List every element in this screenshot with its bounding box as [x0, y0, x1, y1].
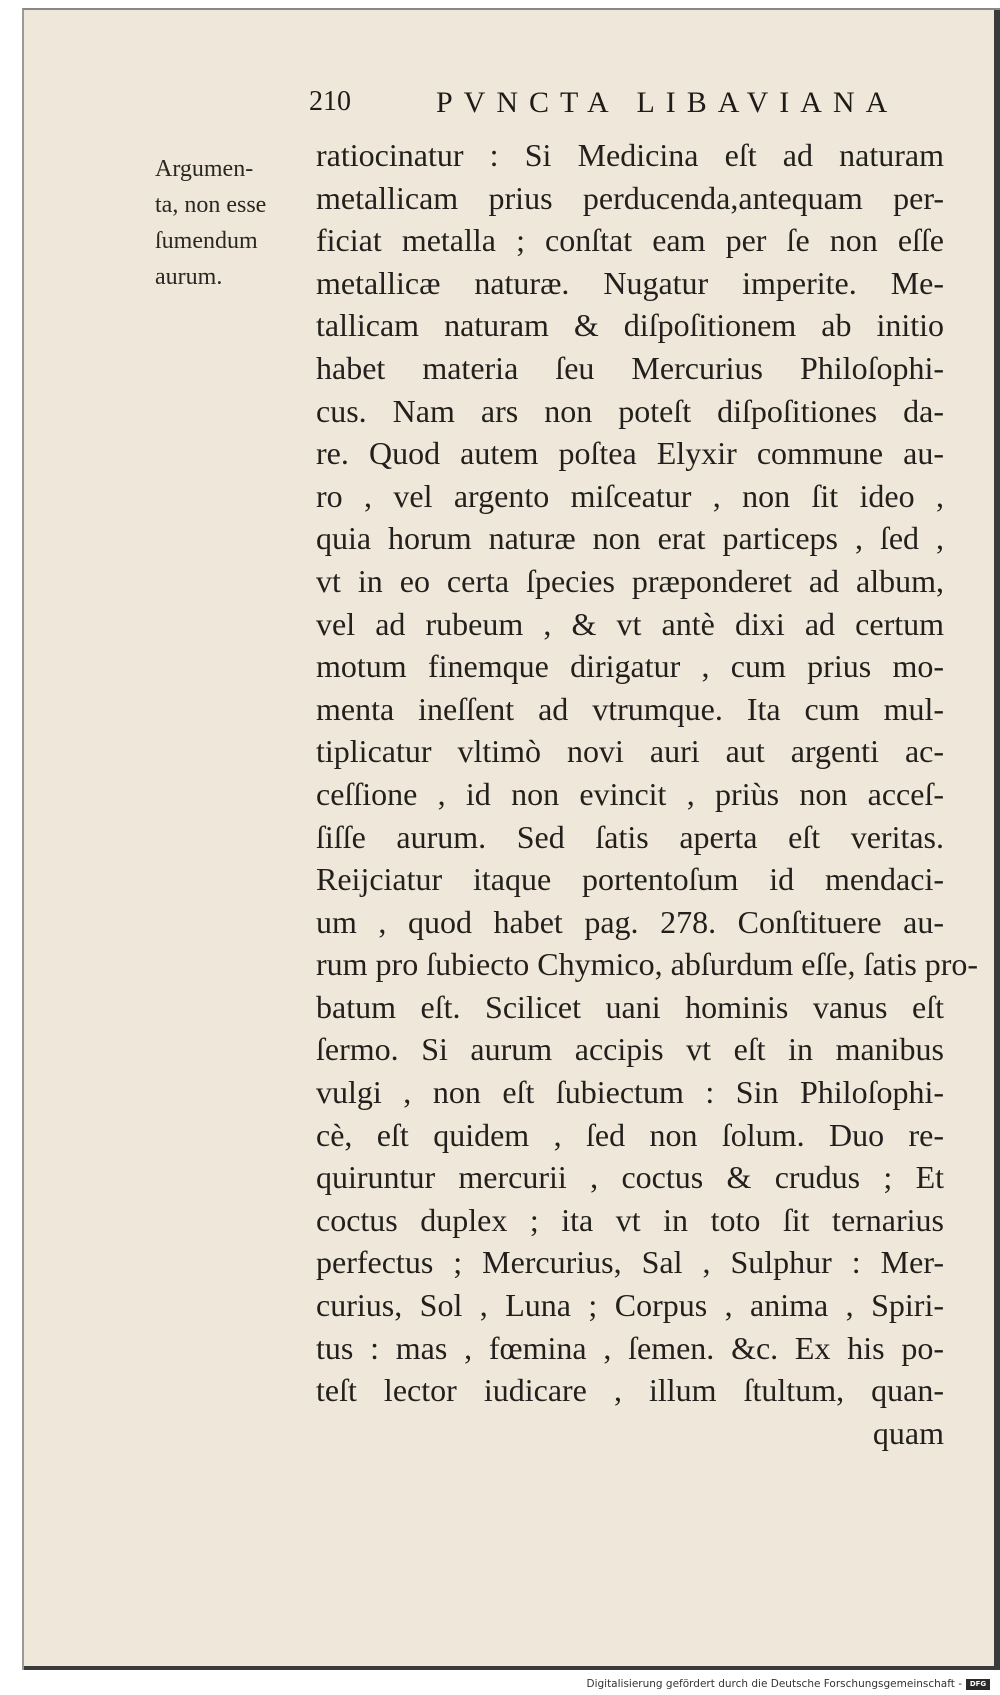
text-line: tallicam naturam & diſpoſitionem ab initio — [316, 307, 944, 344]
page-header — [309, 86, 949, 126]
text-line: metallicæ naturæ. Nugatur imperite. Me- — [316, 264, 944, 301]
text-line: rum pro ſubiecto Chymico, abſurdum eſſe, ſatis pro- — [316, 946, 979, 983]
text-line: coctus duplex ; ita vt in toto ſit ternarius — [316, 1201, 944, 1238]
text-line: motum finemque dirigatur , cum prius mo- — [316, 648, 944, 685]
text-line: vt in eo certa ſpecies præponderet ad album, — [316, 562, 944, 599]
digitization-footer — [586, 1678, 990, 1690]
text-line: menta ineſſent ad vtrumque. Ita cum mul- — [316, 690, 944, 727]
text-line: ro , vel argento miſceatur , non ſit ideo , — [316, 477, 944, 514]
text-line: quiruntur mercurii , coctus & crudus ; Et — [316, 1159, 944, 1196]
text-line: re. Quod autem poſtea Elyxir commune au- — [316, 435, 944, 472]
text-line: tiplicatur vltimò novi auri aut argenti ac- — [316, 733, 944, 770]
text-line: vulgi , non eſt ſubiectum : Sin Philoſophi- — [316, 1074, 944, 1111]
running-title: PVNCTA LIBAVIANA — [436, 86, 899, 119]
page-number: 210 — [309, 86, 351, 117]
text-line: ficiat metalla ; conſtat eam per ſe non eſſe — [316, 222, 944, 259]
text-line: quia horum naturæ non erat particeps , ſed , — [316, 520, 944, 557]
page-edge-shadow — [994, 10, 1000, 1670]
margin-note-line: aurum. — [155, 264, 223, 290]
page-bottom-edge — [24, 1666, 1000, 1670]
text-line: vel ad rubeum , & vt antè dixi ad certum — [316, 605, 944, 642]
text-line: perfectus ; Mercurius, Sal , Sulphur : Mer- — [316, 1244, 944, 1281]
book-page — [22, 8, 1000, 1670]
margin-note-line: Argumen- — [155, 156, 254, 182]
text-line: ſiſſe aurum. Sed ſatis aperta eſt veritas. — [316, 818, 944, 855]
text-line: quam — [872, 1414, 944, 1451]
margin-note — [155, 151, 315, 295]
text-line: batum eſt. Scilicet uani hominis vanus eſt — [316, 988, 944, 1025]
margin-note-line: ta, non esse — [155, 192, 267, 218]
text-line: metallicam prius perducenda,antequam per- — [316, 179, 944, 216]
text-line: cus. Nam ars non poteſt diſpoſitiones da- — [316, 392, 944, 429]
text-line: habet materia ſeu Mercurius Philoſophi- — [316, 349, 944, 386]
text-line: ſermo. Si aurum accipis vt eſt in manibus — [316, 1031, 944, 1068]
text-line: cè, eſt quidem , ſed non ſolum. Duo re- — [316, 1116, 944, 1153]
text-line: curius, Sol , Luna ; Corpus , anima , Spiri- — [316, 1287, 944, 1324]
text-line: tus : mas , fœmina , ſemen. &c. Ex his po- — [316, 1329, 944, 1366]
text-line: ceſſione , id non evincit , priùs non acceſ- — [316, 775, 944, 812]
footer-text: Digitalisierung gefördert durch die Deutsche Forschungsgemeinschaft - — [586, 1678, 962, 1690]
text-line: ratiocinatur : Si Medicina eſt ad naturam — [316, 137, 944, 173]
text-line: teſt lector iudicare , illum ſtultum, quan- — [316, 1372, 944, 1409]
dfg-logo-icon: DFG — [966, 1679, 990, 1690]
body-text — [316, 134, 979, 1454]
margin-note-line: ſumendum — [155, 228, 258, 254]
text-line: Reijciatur itaque portentoſum id mendaci- — [316, 861, 944, 898]
text-line: um , quod habet pag. 278. Conſtituere au- — [316, 903, 944, 940]
